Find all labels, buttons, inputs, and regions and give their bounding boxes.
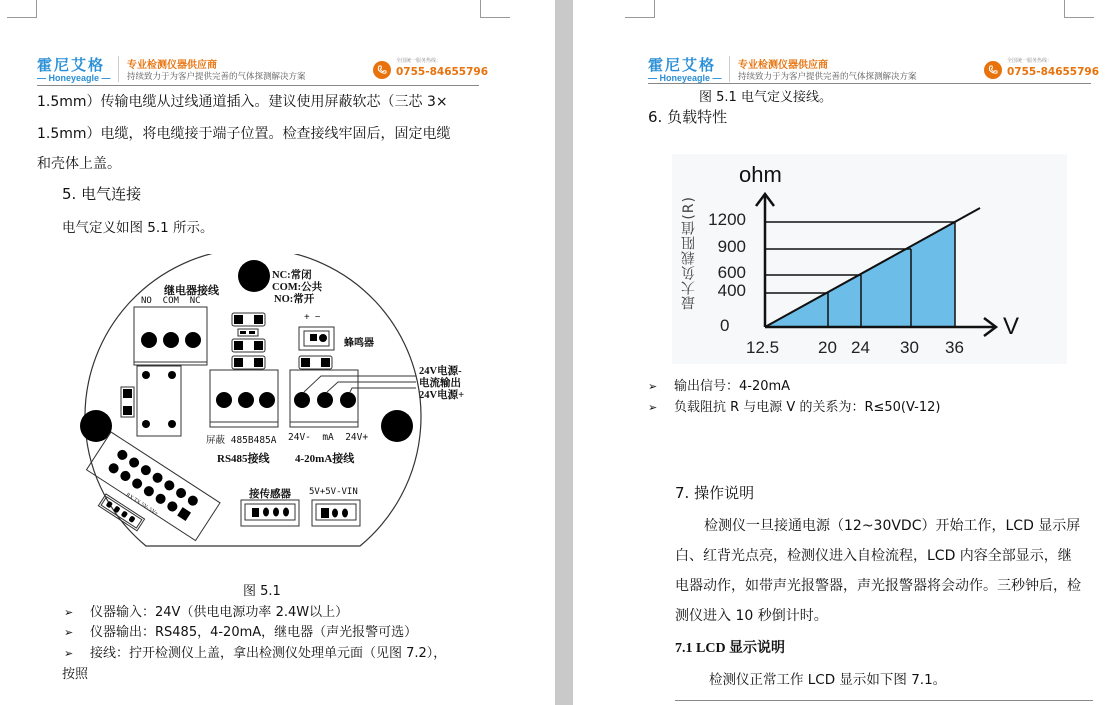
crop-mark: [625, 0, 655, 18]
bullet-text: 仪器输入：24V（供电电源功率 2.4W以上）: [90, 605, 349, 620]
legend-com: COM:公共: [272, 282, 323, 293]
bullet-item: [64, 621, 417, 640]
legend-nc: NC:常闭: [272, 270, 312, 281]
pin-rx: RX: [124, 492, 135, 502]
brand-logo-en: — Honeyeagle —: [37, 73, 111, 83]
x-tick: 20: [818, 338, 837, 357]
bullet-item: [648, 375, 790, 394]
header-slogan: 专业检测仪器供应商: [127, 60, 217, 71]
bullet-arrow-icon: ➢: [648, 401, 658, 414]
callout-24v-plus: 24V电源+: [419, 390, 465, 401]
figure-caption: 图 5.1: [243, 584, 281, 599]
header-slogan: 专业检测仪器供应商: [738, 60, 828, 71]
pin-tx: TX: [132, 496, 142, 506]
bullet-arrow-icon: ➢: [64, 626, 74, 639]
hotline-label: 全国统一服务热线：: [1007, 58, 1053, 64]
section-heading: 7. 操作说明: [675, 484, 755, 502]
header-divider: [118, 56, 119, 82]
power-connector-label: 5V+5V-VIN: [309, 487, 358, 497]
pin-5v-plus: 5V+: [147, 506, 159, 518]
figure-reference: 图 5.1 电气定义接线。: [699, 90, 832, 105]
section-intro: 电气定义如图 5.1 所示。: [62, 220, 214, 236]
section-heading: 6. 负载特性: [648, 108, 728, 126]
brand-logo-cn: 霍尼艾格: [648, 56, 717, 74]
body-text-line: 和壳体上盖。: [37, 156, 121, 172]
body-text-line: 检测仪一旦接通电源（12~30VDC）开始工作，LCD 显示屏: [704, 518, 1081, 534]
callout-labels: [419, 366, 499, 402]
bullet-arrow-icon: ➢: [64, 647, 74, 660]
relay-wiring-label: 继电器接线: [164, 284, 219, 297]
hotline-number: 0755-84655796: [1007, 66, 1100, 78]
x-axis-label: V: [1003, 313, 1020, 340]
ma-pin-labels: 24V- mA 24V+: [288, 432, 369, 443]
pin-5v-minus: 5V-: [139, 501, 150, 512]
load-characteristic-chart: [672, 154, 1067, 364]
document-page-left: [0, 0, 555, 705]
x-tick: 24: [851, 338, 870, 357]
bullet-text: 负载阻抗 R 与电源 V 的关系为：R≤50(V-12): [674, 400, 941, 415]
x-tick: 36: [945, 338, 964, 357]
y-tick: 600: [717, 263, 746, 282]
sensor-connector-label: 接传感器: [249, 488, 291, 500]
bullet-continuation: 按照: [62, 667, 89, 682]
x-tick: 12.5: [746, 338, 780, 357]
relay-legend: [272, 270, 322, 306]
crop-mark: [1064, 0, 1094, 18]
callout-current-output: 电流输出: [419, 378, 461, 389]
brand-logo-cn: 霍尼艾格: [37, 56, 106, 74]
wiring-diagram: [76, 254, 465, 554]
subsection-heading: 7.1 LCD 显示说明: [675, 641, 786, 656]
hotline-number: 0755-84655796: [396, 66, 489, 78]
rs485-wiring-label: RS485接线: [217, 453, 270, 465]
body-text-line: 电器动作，如带声光报警器，声光报警器将会动作。三秒钟后，检: [675, 578, 1081, 594]
body-text-line: 测仪进入 10 秒倒计时。: [675, 608, 828, 624]
footer-rule: [675, 700, 1093, 701]
callout-24v-minus: 24V电源-: [419, 366, 462, 377]
buzzer-label: 蜂鸣器: [344, 338, 374, 349]
bullet-item: [64, 601, 348, 620]
buzzer-polarity: + −: [304, 312, 321, 323]
rs485-pin-labels: 屏蔽 485B485A: [206, 435, 277, 446]
bullet-arrow-icon: ➢: [648, 380, 658, 393]
section-heading: 5. 电气连接: [62, 185, 142, 203]
ma-wiring-label: 4-20mA接线: [295, 453, 355, 465]
body-text-line: 白、红背光点亮，检测仪进入自检流程，LCD 内容全部显示，继: [675, 548, 1072, 564]
crop-mark: [480, 0, 510, 18]
y-unit-label: ohm: [739, 162, 782, 187]
body-text-line: 1.5mm）电缆，将电缆接于端子位置。检查接线牢固后，固定电缆: [37, 126, 451, 142]
y-tick: 1200: [708, 210, 746, 229]
header-rule: [37, 85, 479, 86]
legend-no: NO:常开: [274, 294, 315, 305]
y-tick: 400: [717, 281, 746, 300]
header-divider: [729, 56, 730, 82]
body-text-line: 1.5mm）传输电缆从过线通道插入。建议使用屏蔽软芯（三芯 3×: [37, 94, 448, 110]
page-gutter: [555, 0, 573, 705]
bullet-arrow-icon: ➢: [64, 606, 74, 619]
x-tick: 30: [900, 338, 919, 357]
hotline-label: 全国统一服务热线：: [396, 58, 442, 64]
phone-icon: [984, 61, 1002, 79]
circuit-board-outline: [76, 254, 430, 554]
header-subslogan: 持续致力于为客户提供完善的气体探测解决方案: [738, 72, 917, 82]
bullet-text: 仪器输出：RS485，4-20mA，继电器（声光报警可选）: [90, 625, 418, 640]
bullet-text: 输出信号：4-20mA: [674, 379, 791, 394]
y-axis-label: 最大负载阻值(R): [681, 196, 697, 310]
relay-pin-labels: NO COM NC: [141, 296, 201, 306]
header-rule: [648, 83, 1091, 84]
header-subslogan: 持续致力于为客户提供完善的气体探测解决方案: [127, 72, 306, 82]
bullet-text: 接线：拧开检测仪上盖，拿出检测仪处理单元面（见图 7.2），: [90, 646, 447, 661]
page-header: [37, 54, 489, 96]
bullet-item: [648, 396, 940, 415]
bullet-item: [64, 642, 446, 661]
brand-logo-en: — Honeyeagle —: [648, 73, 722, 83]
phone-icon: [373, 61, 391, 79]
y-tick: 0: [720, 316, 730, 335]
body-text-line: 检测仪正常工作 LCD 显示如下图 7.1。: [709, 672, 947, 688]
y-tick: 900: [717, 237, 746, 256]
crop-mark: [7, 0, 37, 18]
